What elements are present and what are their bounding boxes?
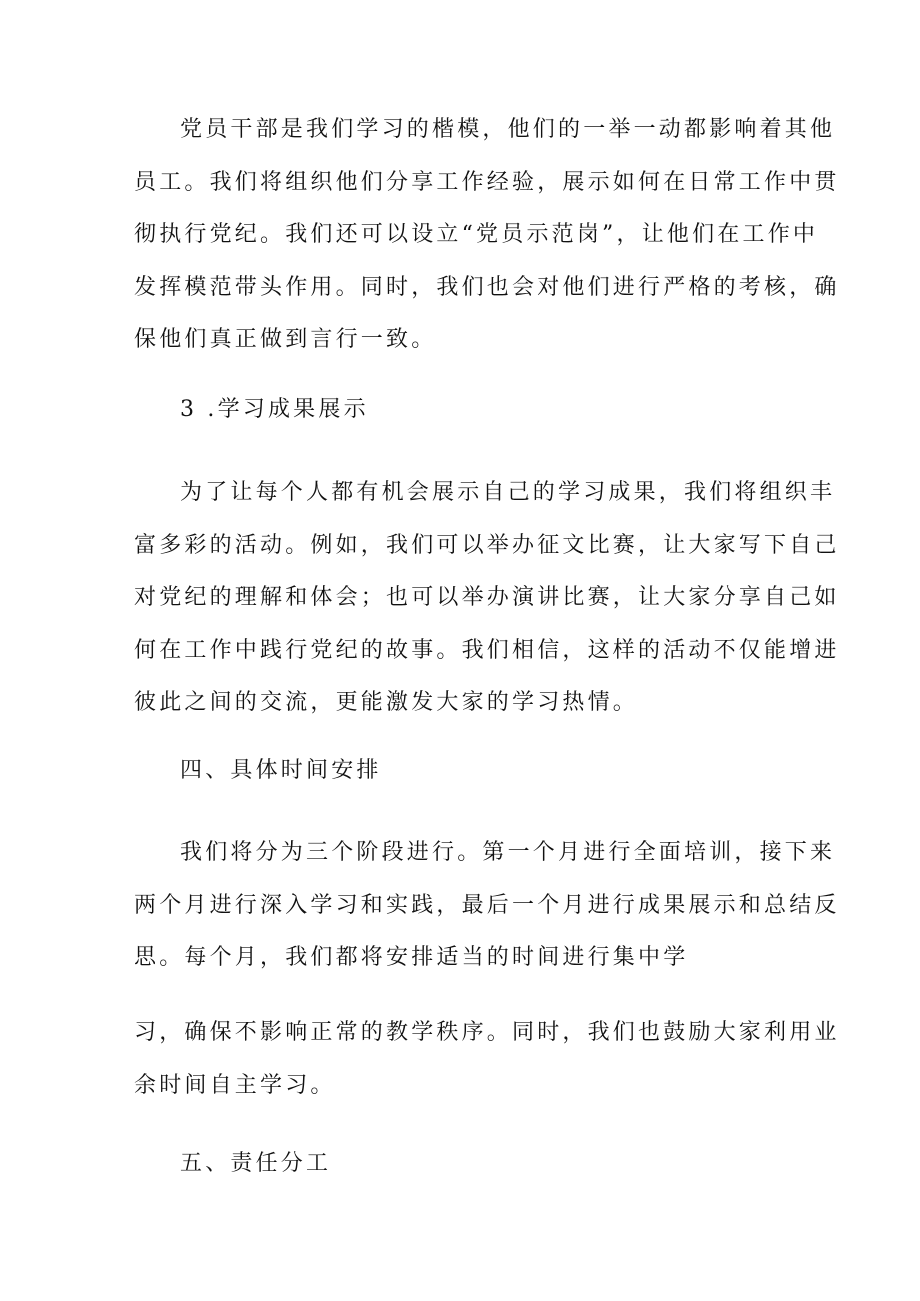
text-line: 员工。我们将组织他们分享工作经验，展示如何在日常工作中贯 bbox=[134, 169, 840, 195]
text-line: 彻执行党纪。我们还可以设立“党员示范岗”，让他们在工作中 bbox=[134, 222, 819, 247]
text-line: 何在工作中践行党纪的故事。我们相信，这样的活动不仅能增进 bbox=[134, 637, 840, 663]
text-line: 余时间自主学习。 bbox=[134, 1072, 336, 1098]
text-line: 富多彩的活动。例如，我们可以举办征文比赛，让大家写下自己 bbox=[134, 532, 840, 558]
section-heading-schedule: 四、具体时间安排 bbox=[180, 758, 382, 783]
text-line: 习，确保不影响正常的教学秩序。同时，我们也鼓励大家利用业 bbox=[134, 1020, 840, 1045]
paragraph-schedule-continued bbox=[134, 1007, 840, 1112]
paragraph-party-cadres bbox=[134, 104, 840, 367]
text-line: 保他们真正做到言行一致。 bbox=[134, 327, 437, 352]
text-line: 彼此之间的交流，更能激发大家的学习热情。 bbox=[134, 690, 639, 715]
text-line: 思。每个月，我们都将安排适当的时间进行集中学 bbox=[134, 945, 689, 970]
paragraph-learning-results bbox=[134, 467, 840, 730]
text-line: 发挥模范带头作用。同时，我们也会对他们进行严格的考核，确 bbox=[134, 274, 840, 300]
text-line: 我们将分为三个阶段进行。第一个月进行全面培训，接下来 bbox=[180, 840, 836, 865]
section-heading-responsibilities: 五、责任分工 bbox=[180, 1151, 332, 1176]
text-line: 为了让每个人都有机会展示自己的学习成果，我们将组织丰 bbox=[180, 480, 836, 505]
text-line: 党员干部是我们学习的楷模，他们的一举一动都影响着其他 bbox=[180, 117, 836, 142]
text-line: 两个月进行深入学习和实践，最后一个月进行成果展示和总结反 bbox=[134, 892, 840, 918]
text-line: 对党纪的理解和体会；也可以举办演讲比赛，让大家分享自己如 bbox=[134, 585, 840, 610]
section-heading-learning-results: 3 .学习成果展示 bbox=[180, 397, 369, 422]
paragraph-schedule bbox=[134, 827, 840, 985]
